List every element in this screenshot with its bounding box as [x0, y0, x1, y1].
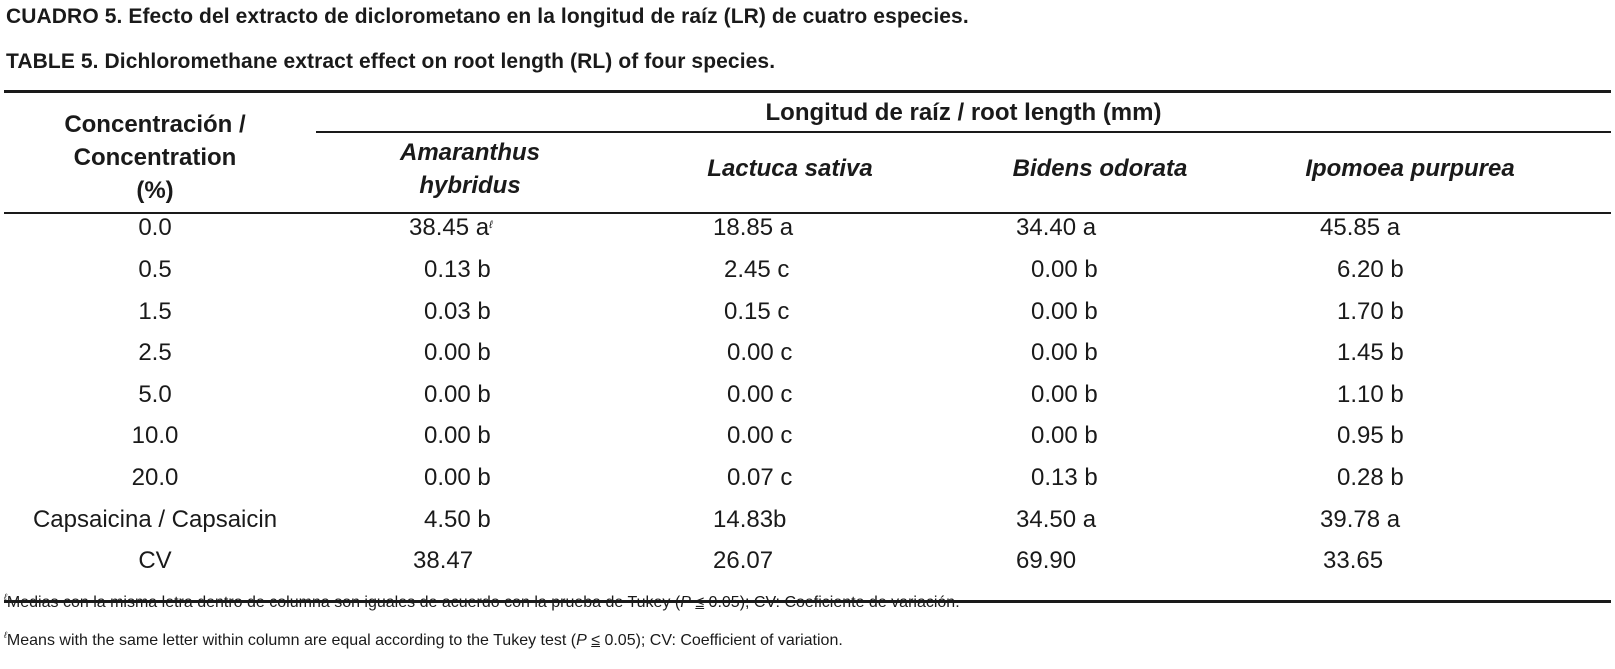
footnote-text: 0.05); CV: Coeficiente de variación.	[704, 594, 960, 611]
cell-lactuca: 18.85 a	[713, 214, 794, 241]
cell-ipomoea: 1.10 b	[1337, 381, 1404, 408]
row-concentration: 0.5	[138, 256, 172, 283]
row-concentration: 20.0	[131, 464, 179, 491]
cell-ipomoea: 6.20 b	[1337, 256, 1404, 283]
footnote-text: Means with the same letter within column are equal according to the Tukey test (	[6, 632, 577, 649]
header-root-length: Longitud de raíz / root length (mm)	[765, 99, 1162, 126]
header-concentration-line-2: Concentration	[73, 144, 237, 171]
footnote-mark: ℓ	[4, 630, 7, 640]
cell-amaranthus: 38.47	[413, 547, 474, 574]
row-concentration: 1.5	[138, 298, 172, 325]
table-caption-spanish: CUADRO 5. Efecto del extracto de diclorometano en la longitud de raíz (LR) de cuatro especies.	[6, 5, 969, 28]
cell-lactuca: 0.00 c	[727, 422, 793, 449]
header-span-rule	[316, 131, 1611, 133]
p-symbol: P	[576, 632, 587, 649]
cell-bidens: 69.90	[1016, 547, 1077, 574]
cell-ipomoea: 1.70 b	[1337, 298, 1404, 325]
footnote-mark: ℓ	[489, 219, 493, 231]
header-species-lactuca: Lactuca sativa	[707, 155, 873, 182]
cell-lactuca: 0.15 c	[724, 298, 790, 325]
footnote-mark: ℓ	[4, 592, 7, 602]
cell-lactuca: 0.07 c	[727, 464, 793, 491]
cell-lactuca: 0.00 c	[727, 381, 793, 408]
header-species-amaranthus	[370, 136, 570, 202]
cell-ipomoea: 0.28 b	[1337, 464, 1404, 491]
row-concentration: Capsaicina / Capsaicin	[32, 506, 278, 533]
cell-ipomoea: 33.65	[1323, 547, 1384, 574]
footnote-english	[4, 632, 843, 650]
cell-lactuca: 2.45 c	[724, 256, 790, 283]
table-caption-english: TABLE 5. Dichloromethane extract effect on root length (RL) of four species.	[6, 50, 776, 73]
cell-bidens: 0.00 b	[1031, 381, 1098, 408]
row-concentration: 10.0	[131, 422, 179, 449]
cell-amaranthus: 0.00 b	[424, 339, 491, 366]
less-equal-symbol: ≤	[695, 594, 705, 611]
cell-ipomoea: 45.85 a	[1320, 214, 1401, 241]
cell-bidens: 0.00 b	[1031, 256, 1098, 283]
table-top-rule	[4, 90, 1611, 93]
cell-bidens: 0.00 b	[1031, 339, 1098, 366]
cell-ipomoea: 0.95 b	[1337, 422, 1404, 449]
row-concentration: 0.0	[138, 214, 172, 241]
less-equal-symbol: ≤	[591, 632, 600, 649]
cell-value: 38.45 a	[409, 214, 490, 241]
row-concentration: CV	[138, 547, 172, 574]
header-species-amaranthus-line-1: Amaranthus	[399, 139, 541, 166]
header-concentration-line-3: (%)	[136, 177, 174, 204]
cell-amaranthus: 4.50 b	[424, 506, 491, 533]
row-concentration: 2.5	[138, 339, 172, 366]
cell-bidens: 0.13 b	[1031, 464, 1098, 491]
footnote-text: Medias con la misma letra dentro de columna son iguales de acuerdo con la prueba de Tukey (	[6, 594, 681, 611]
cell-amaranthus: 0.13 b	[424, 256, 491, 283]
cell-lactuca: 14.83b	[713, 506, 787, 533]
cell-bidens: 0.00 b	[1031, 422, 1098, 449]
cell-ipomoea: 39.78 a	[1320, 506, 1401, 533]
header-concentration-line-1: Concentración /	[64, 111, 246, 138]
header-species-ipomoea: Ipomoea purpurea	[1305, 155, 1515, 182]
cell-amaranthus: 0.00 b	[424, 464, 491, 491]
p-symbol: P	[680, 594, 691, 611]
cell-bidens: 0.00 b	[1031, 298, 1098, 325]
cell-amaranthus: 0.00 b	[424, 422, 491, 449]
footnote-text: 0.05); CV: Coefficient of variation.	[600, 632, 843, 649]
cell-amaranthus	[409, 213, 493, 243]
header-species-amaranthus-line-2: hybridus	[419, 172, 521, 199]
cell-bidens: 34.50 a	[1016, 506, 1097, 533]
row-concentration: 5.0	[138, 381, 172, 408]
cell-ipomoea: 1.45 b	[1337, 339, 1404, 366]
cell-amaranthus: 0.03 b	[424, 298, 491, 325]
header-species-bidens: Bidens odorata	[1012, 155, 1188, 182]
header-concentration	[20, 108, 290, 207]
footnote-spanish	[4, 594, 960, 612]
cell-lactuca: 26.07	[713, 547, 774, 574]
cell-bidens: 34.40 a	[1016, 214, 1097, 241]
cell-amaranthus: 0.00 b	[424, 381, 491, 408]
cell-lactuca: 0.00 c	[727, 339, 793, 366]
